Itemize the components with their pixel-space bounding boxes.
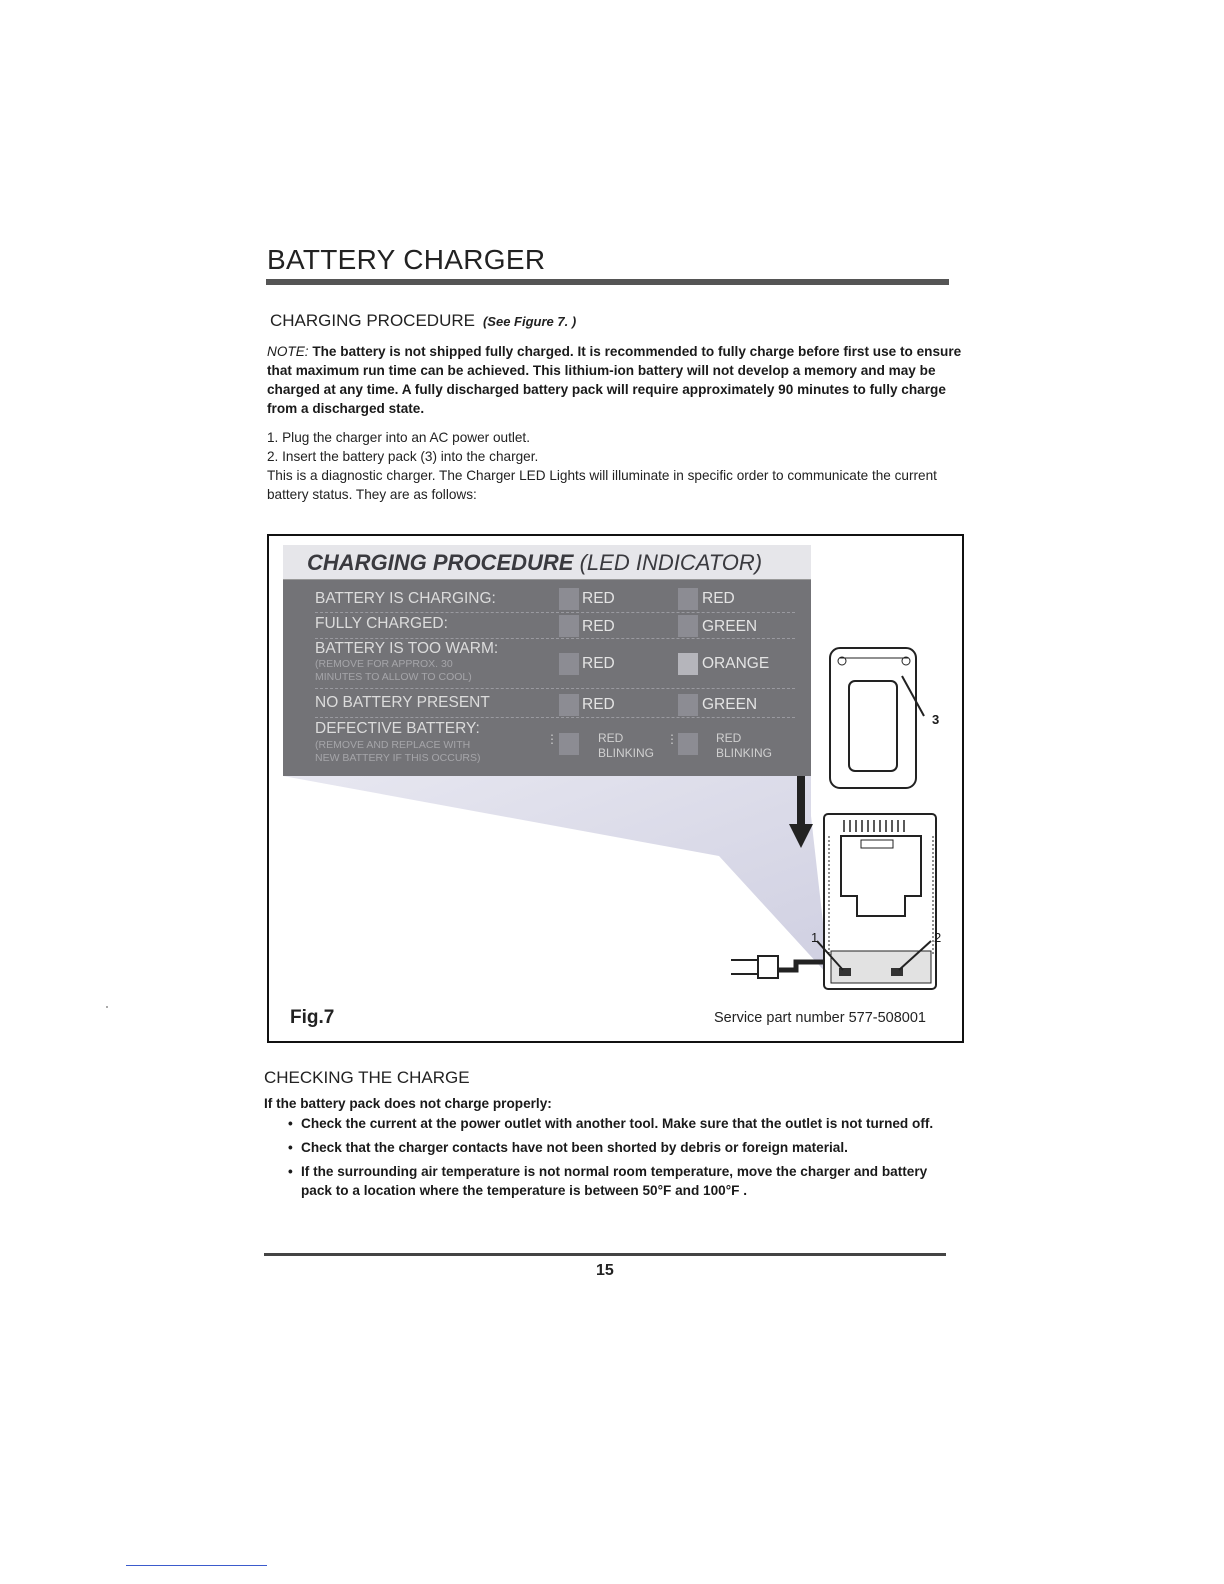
led-swatch [559,733,579,755]
led-row-label: BATTERY IS TOO WARM: [315,640,499,657]
footer-rule [264,1253,946,1256]
insert-arrow-icon [797,776,805,826]
led-1-icon [839,968,851,976]
diagnostic-text: This is a diagnostic charger. The Charger LED Lights will illuminate in specific order to communicate the current battery status. They are as follows: [267,468,937,502]
callout-3: 3 [932,712,940,727]
note-label: NOTE: [267,344,309,359]
note-text: The battery is not shipped fully charged. It is recommended to fully charge before first use to ensure that maximum run time can be achieved. This lithium-ion battery will not develop a memory and may be charged at any time. A fully discharged battery pack will require approximately 90 minutes to fully charge from a discharged state. [267,344,962,416]
led-swatch [559,653,579,675]
led1-status: RED [582,696,615,713]
scan-speck [106,1006,108,1008]
row-divider [315,717,795,718]
checking-heading: CHECKING THE CHARGE [264,1068,470,1087]
blink-marks-icon: ⋮ [546,732,558,746]
figure-label: Fig.7 [290,1007,335,1028]
step-2: 2. Insert the battery pack (3) into the charger. [267,449,539,464]
list-item: • Check the current at the power outlet with another tool. Make sure that the outlet is not turned off. [288,1116,934,1131]
led-row-sub: (REMOVE AND REPLACE WITH [315,739,471,751]
callout-1: 1 [811,930,819,945]
led2-status: ORANGE [702,655,770,672]
led-swatch [678,653,698,675]
led-swatch [678,694,698,716]
row-divider [315,688,795,689]
light-beam [283,776,829,976]
led2-status: GREEN [702,618,758,635]
led-swatch [678,588,698,610]
led-swatch [559,694,579,716]
led-swatch [559,615,579,637]
led1-blinking: BLINKING [598,746,655,760]
note-paragraph [267,342,972,418]
led2-status: GREEN [702,696,758,713]
footnote-separator [126,1565,267,1566]
steps-block [267,428,977,504]
charging-heading-text: CHARGING PROCEDURE [270,311,475,330]
led2-blinking: BLINKING [716,746,773,760]
list-item: • Check that the charger contacts have not been shorted by debris or foreign material. [288,1140,848,1155]
led-row-sub: (REMOVE FOR APPROX. 30 [315,658,453,670]
led-row-label: DEFECTIVE BATTERY: [315,720,480,737]
power-plug-icon [758,956,778,978]
blink-marks-icon: ⋮ [666,732,678,746]
page-title: BATTERY CHARGER [267,244,546,275]
checking-bullet-list [288,1114,948,1205]
callout-2: 2 [934,930,942,945]
charging-heading [270,311,576,331]
page-number: 15 [596,1262,614,1279]
led1-status: RED [582,618,615,635]
led1-status: RED [598,731,624,745]
led-table-title: CHARGING PROCEDURE (LED INDICATOR) [307,550,763,575]
led-swatch [678,733,698,755]
led-row-label: NO BATTERY PRESENT [315,694,490,711]
list-item: • If the surrounding air temperature is not normal room temperature, move the charger and battery pack to a location where the temperature is between 50°F and 100°F . [288,1164,928,1198]
led-row-sub: NEW BATTERY IF THIS OCCURS) [315,752,481,764]
row-divider [315,638,795,639]
led-swatch [678,615,698,637]
led-swatch [559,588,579,610]
row-divider [315,612,795,613]
led-table-header [283,545,811,580]
led-row-label: FULLY CHARGED: [315,615,448,632]
led2-status: RED [702,590,735,607]
led-row-sub: MINUTES TO ALLOW TO COOL) [315,671,472,683]
led2-status: RED [716,731,742,745]
led1-status: RED [582,590,615,607]
service-part-number: Service part number 577-508001 [714,1010,926,1026]
led1-status: RED [582,655,615,672]
step-1: 1. Plug the charger into an AC power outlet. [267,430,530,445]
title-rule [266,279,949,285]
checking-intro: If the battery pack does not charge properly: [264,1096,552,1111]
led-row-label: BATTERY IS CHARGING: [315,590,496,607]
see-figure-ref: (See Figure 7. ) [482,314,577,329]
